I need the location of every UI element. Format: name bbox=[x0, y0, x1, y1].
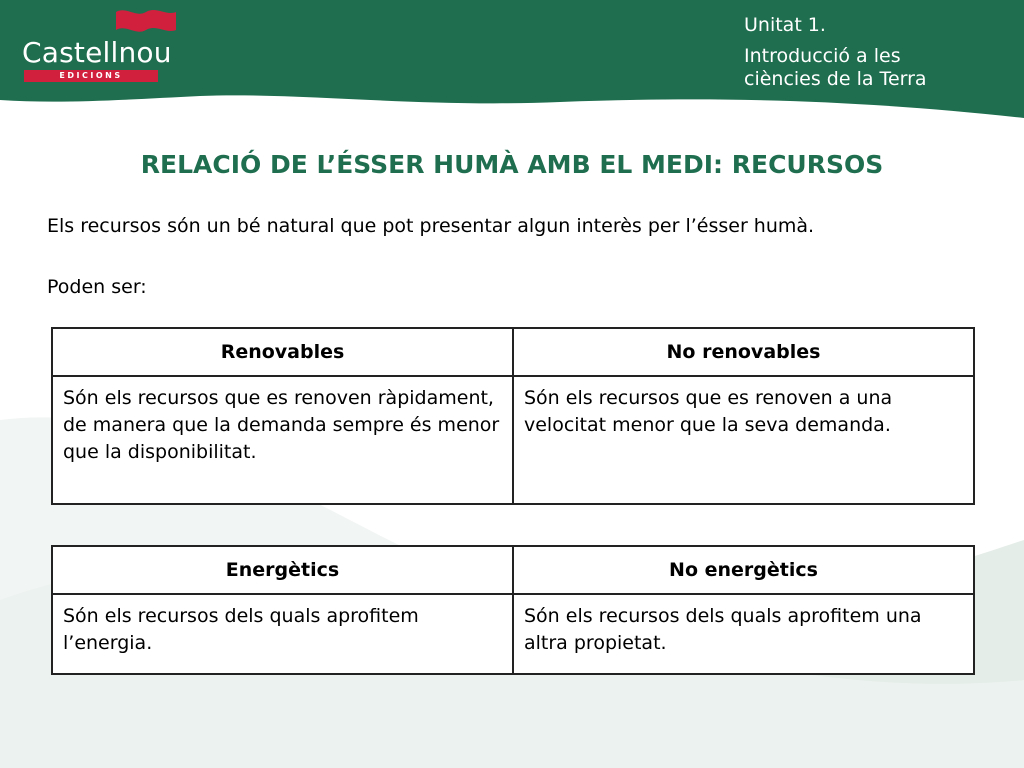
slide-title: RELACIÓ DE L’ÉSSER HUMÀ AMB EL MEDI: RECURSOS bbox=[140, 150, 884, 179]
table-row bbox=[52, 594, 974, 674]
brand-name: Castellnou bbox=[22, 36, 172, 69]
unit-number: Unitat 1. bbox=[744, 14, 826, 36]
castellnou-logo bbox=[18, 8, 172, 80]
header-renovables: Renovables bbox=[52, 328, 513, 376]
header-energetics: Energètics bbox=[52, 546, 513, 594]
table-row bbox=[52, 376, 974, 504]
table-header-row bbox=[52, 328, 974, 376]
cell-no-energetics: Són els recursos dels quals aprofitem una altra propietat. bbox=[513, 594, 974, 674]
cell-renovables: Són els recursos que es renoven ràpidament, de manera que la demanda sempre és menor que la disponibilitat. bbox=[52, 376, 513, 504]
intro-text: Els recursos són un bé natural que pot presentar algun interès per l’ésser humà. bbox=[47, 215, 815, 237]
unit-title-line2: ciències de la Terra bbox=[744, 68, 927, 90]
energy-table bbox=[51, 545, 975, 675]
cell-energetics: Són els recursos dels quals aprofitem l’energia. bbox=[52, 594, 513, 674]
brand-subtitle: EDICIONS bbox=[24, 70, 158, 82]
header-no-renovables: No renovables bbox=[513, 328, 974, 376]
renewable-table bbox=[51, 327, 975, 505]
unit-info bbox=[744, 14, 927, 91]
unit-title-line1: Introducció a les bbox=[744, 45, 901, 67]
cell-no-renovables: Són els recursos que es renoven a una velocitat menor que la seva demanda. bbox=[513, 376, 974, 504]
table-header-row bbox=[52, 546, 974, 594]
header-no-energetics: No energètics bbox=[513, 546, 974, 594]
lead-text: Poden ser: bbox=[47, 276, 147, 298]
